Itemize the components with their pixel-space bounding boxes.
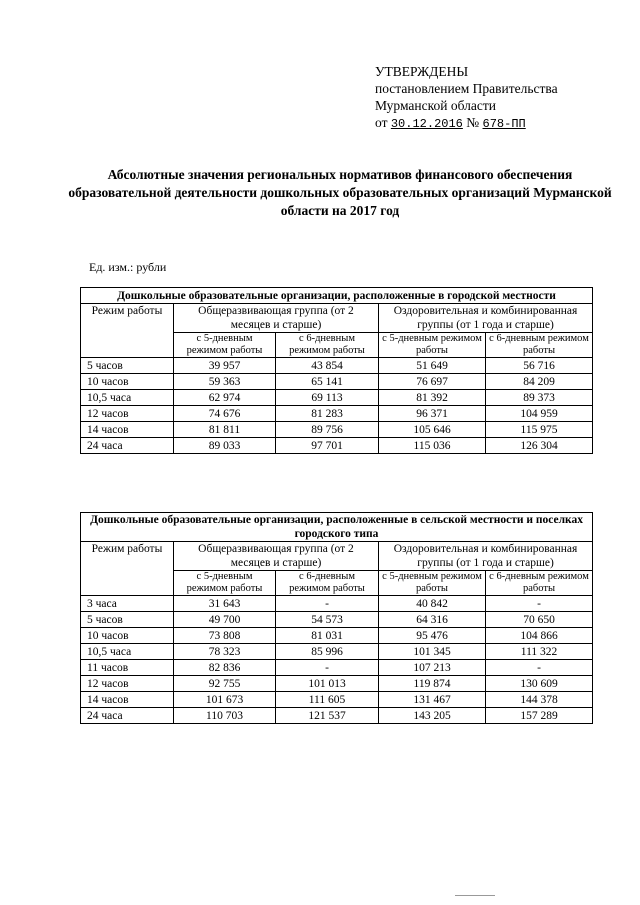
header-mode: Режим работы: [81, 304, 174, 358]
approval-number: 678-ПП: [482, 117, 526, 131]
subheader-sub6: с 6-дневным режимом работы: [276, 571, 379, 596]
row-value: 157 289: [486, 708, 593, 724]
row-value: 144 378: [486, 692, 593, 708]
row-value: 101 673: [174, 692, 276, 708]
row-mode: 5 часов: [81, 612, 174, 628]
row-value: 62 974: [174, 390, 276, 406]
from-label: от: [375, 115, 388, 130]
table-row: [81, 358, 593, 374]
table-row: [81, 422, 593, 438]
row-value: 69 113: [276, 390, 379, 406]
row-value: 97 701: [276, 438, 379, 454]
units-label: Ед. изм.: рубли: [89, 260, 167, 274]
row-value: 78 323: [174, 644, 276, 660]
subheader-sub6: с 6-дневным режимом работы: [276, 333, 379, 358]
row-mode: 14 часов: [81, 692, 174, 708]
row-value: 131 467: [379, 692, 486, 708]
table-row: [81, 708, 593, 724]
row-value: 95 476: [379, 628, 486, 644]
subheader-sub5: с 5-дневным режимом работы: [174, 571, 276, 596]
row-value: 81 392: [379, 390, 486, 406]
row-value: 74 676: [174, 406, 276, 422]
table-row: [81, 406, 593, 422]
row-value: 92 755: [174, 676, 276, 692]
number-sign: №: [466, 115, 480, 130]
row-mode: 12 часов: [81, 406, 174, 422]
row-value: 89 373: [486, 390, 593, 406]
row-mode: 24 часа: [81, 438, 174, 454]
footer-mark: [455, 895, 495, 896]
table-caption: Дошкольные образовательные организации, расположенные в сельской местности и поселках городского типа: [81, 513, 593, 542]
approval-heading: УТВЕРЖДЕНЫ: [375, 64, 469, 79]
approval-date-line: [375, 114, 558, 133]
table-row: [81, 374, 593, 390]
approval-date: 30.12.2016: [390, 117, 463, 131]
row-value: 101 345: [379, 644, 486, 660]
row-value: 104 866: [486, 628, 593, 644]
row-value: 119 874: [379, 676, 486, 692]
approval-line: Мурманской области: [375, 98, 496, 113]
row-value: 59 363: [174, 374, 276, 390]
row-value: 56 716: [486, 358, 593, 374]
subheader-sub6: с 6-дневным режимом работы: [486, 333, 593, 358]
row-value: 107 213: [379, 660, 486, 676]
table-row: [81, 628, 593, 644]
row-value: 115 036: [379, 438, 486, 454]
row-value: 101 013: [276, 676, 379, 692]
row-value: -: [486, 596, 593, 612]
table-row: [81, 438, 593, 454]
row-mode: 24 часа: [81, 708, 174, 724]
row-value: 85 996: [276, 644, 379, 660]
row-mode: 12 часов: [81, 676, 174, 692]
row-value: 81 811: [174, 422, 276, 438]
row-value: -: [276, 596, 379, 612]
row-value: 121 537: [276, 708, 379, 724]
table-row: [81, 390, 593, 406]
document-title: Абсолютные значения региональных нормативов финансового обеспечения образовательной деятельности дошкольных образовательных организаций Мурманской области на 2017 год: [68, 167, 612, 218]
subheader-sub6: с 6-дневным режимом работы: [486, 571, 593, 596]
row-value: 96 371: [379, 406, 486, 422]
row-mode: 10 часов: [81, 374, 174, 390]
table-row: [81, 612, 593, 628]
row-value: 76 697: [379, 374, 486, 390]
row-value: 39 957: [174, 358, 276, 374]
row-mode: 3 часа: [81, 596, 174, 612]
row-value: -: [276, 660, 379, 676]
row-value: 89 756: [276, 422, 379, 438]
row-value: 54 573: [276, 612, 379, 628]
row-value: 84 209: [486, 374, 593, 390]
row-value: 143 205: [379, 708, 486, 724]
row-value: 111 605: [276, 692, 379, 708]
row-value: 82 836: [174, 660, 276, 676]
row-value: 65 141: [276, 374, 379, 390]
row-value: 105 646: [379, 422, 486, 438]
subheader-sub5: с 5-дневным режимом работы: [379, 333, 486, 358]
row-value: 64 316: [379, 612, 486, 628]
row-value: 110 703: [174, 708, 276, 724]
header-group-general: Общеразвивающая группа (от 2 месяцев и старше): [174, 542, 379, 571]
approval-block: [375, 63, 558, 133]
table-row: [81, 676, 593, 692]
subheader-sub5: с 5-дневным режимом работы: [379, 571, 486, 596]
table-caption: Дошкольные образовательные организации, расположенные в городской местности: [81, 288, 593, 304]
row-mode: 5 часов: [81, 358, 174, 374]
row-value: 115 975: [486, 422, 593, 438]
row-value: 73 808: [174, 628, 276, 644]
table-row: [81, 692, 593, 708]
row-value: 43 854: [276, 358, 379, 374]
row-value: 130 609: [486, 676, 593, 692]
row-mode: 10,5 часа: [81, 390, 174, 406]
subheader-sub5: с 5-дневным режимом работы: [174, 333, 276, 358]
row-value: 104 959: [486, 406, 593, 422]
header-group-health: Оздоровительная и комбинированная группы (от 1 года и старше): [379, 304, 593, 333]
row-value: 31 643: [174, 596, 276, 612]
table-row: [81, 660, 593, 676]
header-group-general: Общеразвивающая группа (от 2 месяцев и старше): [174, 304, 379, 333]
row-value: 70 650: [486, 612, 593, 628]
header-group-health: Оздоровительная и комбинированная группы (от 1 года и старше): [379, 542, 593, 571]
row-value: 89 033: [174, 438, 276, 454]
row-value: 40 842: [379, 596, 486, 612]
row-mode: 14 часов: [81, 422, 174, 438]
row-mode: 10 часов: [81, 628, 174, 644]
table-row: [81, 596, 593, 612]
row-value: 126 304: [486, 438, 593, 454]
row-value: 49 700: [174, 612, 276, 628]
table-row: [81, 644, 593, 660]
rural-norms-table: [80, 512, 593, 724]
row-value: 51 649: [379, 358, 486, 374]
row-value: 81 283: [276, 406, 379, 422]
row-value: -: [486, 660, 593, 676]
row-mode: 11 часов: [81, 660, 174, 676]
row-value: 111 322: [486, 644, 593, 660]
row-value: 81 031: [276, 628, 379, 644]
row-mode: 10,5 часа: [81, 644, 174, 660]
approval-line: постановлением Правительства: [375, 81, 558, 96]
header-mode: Режим работы: [81, 542, 174, 596]
urban-norms-table: [80, 287, 593, 454]
